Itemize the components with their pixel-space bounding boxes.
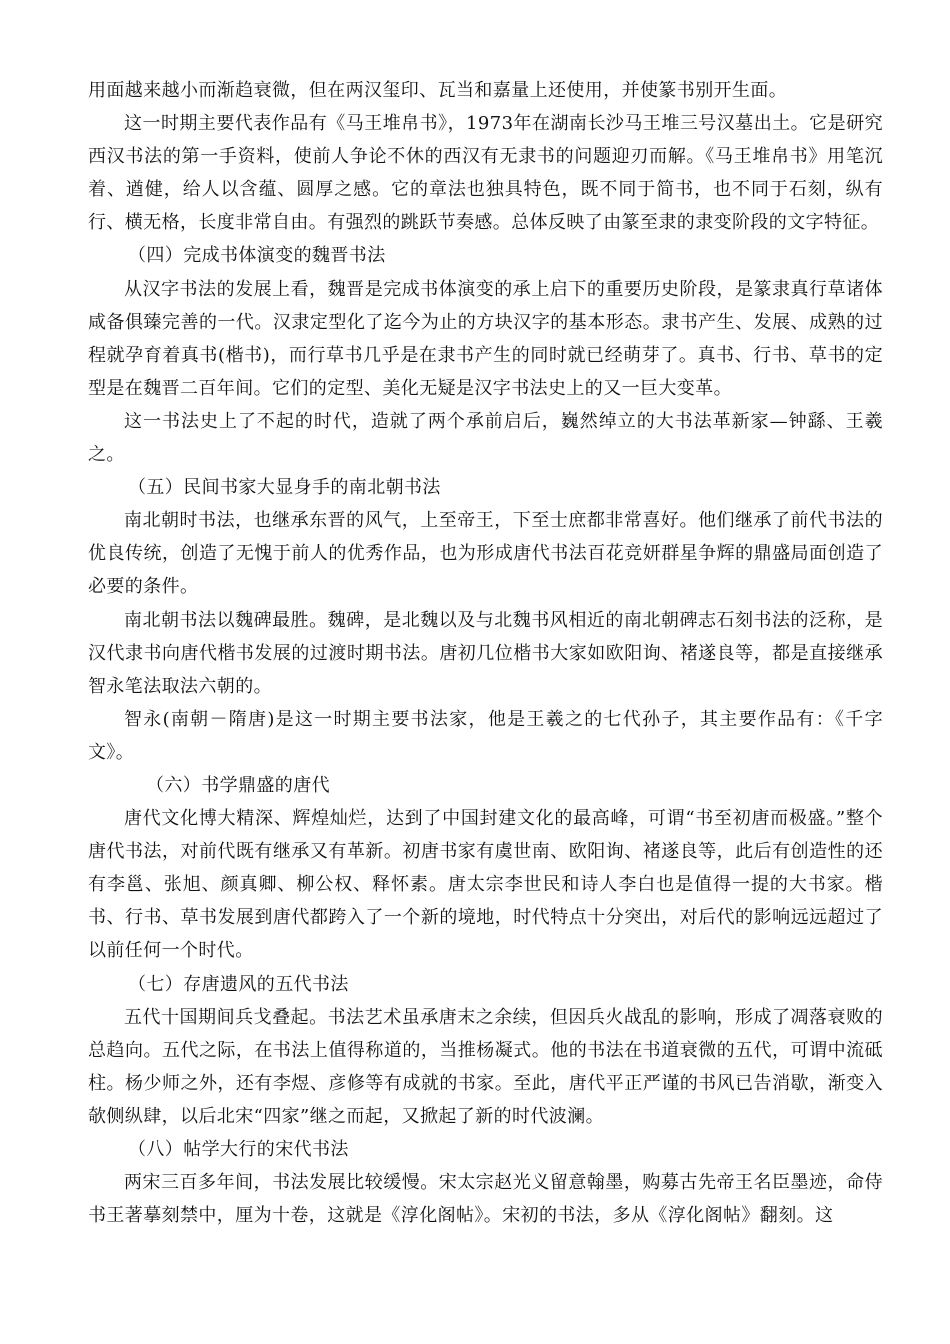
section-heading-8: （八）帖学大行的宋代书法 (128, 1139, 349, 1160)
section-heading-4: （四）完成书体演变的魏晋书法 (128, 245, 386, 267)
paragraph-song: 两宋三百多年间，书法发展比较缓慢。宋太宗赵光义留意翰墨，购募古先帝王名臣墨迹，命侍书王著摹刻禁中，厘为十卷，这就是《淳化阁帖》。宋初的书法，多从《淳化阁帖》翻刻。这 (88, 1172, 883, 1227)
section-heading-6: （六）书学鼎盛的唐代 (146, 774, 330, 796)
paragraph-wudai: 五代十国期间兵戈叠起。书法艺术虽承唐末之余续，但因兵火战乱的影响，形成了凋落衰败的总趋向。五代之际，在书法上值得称道的，当推杨凝式。他的书法在书道衰微的五代，可谓中流砥柱。杨少师之外，还有李煜、彦修等有成就的书家。至此，唐代平正严谨的书风已告消歇，渐变入欹侧纵肆，以后北宋“四家”继之而起，又掀起了新的时代波澜。 (88, 1006, 883, 1127)
section-heading-7: （七）存唐遗风的五代书法 (128, 973, 349, 995)
paragraph-tang: 唐代文化博大精深、辉煌灿烂，达到了中国封建文化的最高峰，可谓“书至初唐而极盛。”整个唐代书法，对前代既有继承又有革新。初唐书家有虞世南、欧阳询、褚遂良等，此后有创造性的还有李邕、张旭、颜真卿、柳公权、释怀素。唐太宗李世民和诗人李白也是值得一提的大书家。楷书、行书、草书发展到唐代都跨入了一个新的境地，时代特点十分突出，对后代的影响远远超过了以前任何一个时代。 (88, 808, 883, 962)
paragraph-mawangdui: 这一时期主要代表作品有《马王堆帛书》，1973年在湖南长沙马王堆三号汉墓出土。它是研究西汉书法的第一手资料，使前人争论不休的西汉有无隶书的问题迎刃而解。《马王堆帛书》用笔沉着、遒健，给人以含蕴、圆厚之感。它的章法也独具特色，既不同于简书，也不同于石刻，纵有行、横无格，长度非常自由。有强烈的跳跃节奏感。总体反映了由篆至隶的隶变阶段的文字特征。 (88, 113, 883, 234)
document-page (88, 74, 883, 1232)
paragraph-nanbeichao-intro: 南北朝时书法，也继承东晋的风气，上至帝王，下至士庶都非常喜好。他们继承了前代书法的优良传统，创造了无愧于前人的优秀作品，也为形成唐代书法百花竞妍群星争辉的鼎盛局面创造了必要的条件。 (88, 510, 883, 598)
paragraph-weijin-masters: 这一书法史上了不起的时代，造就了两个承前启后，巍然绰立的大书法革新家—钟繇、王羲之。 (88, 410, 883, 466)
paragraph-weijin-development: 从汉字书法的发展上看，魏晋是完成书体演变的承上启下的重要历史阶段，是篆隶真行草诸体咸备俱臻完善的一代。汉隶定型化了迄今为止的方块汉字的基本形态。隶书产生、发展、成熟的过程就孕育着真书(楷书)，而行草书几乎是在隶书产生的同时就已经萌芽了。真书、行书、草书的定型是在魏晋二百年间。它们的定型、美化无疑是汉字书法史上的又一巨大变革。 (88, 278, 883, 399)
paragraph-continuation: 用面越来越小而渐趋衰微，但在两汉玺印、瓦当和嘉量上还使用，并使篆书别开生面。 (88, 80, 788, 101)
paragraph-zhiyong: 智永(南朝－隋唐)是这一时期主要书法家，他是王羲之的七代孙子，其主要作品有：《千字文》。 (88, 708, 883, 763)
paragraph-weibei: 南北朝书法以魏碑最胜。魏碑，是北魏以及与北魏书风相近的南北朝碑志石刻书法的泛称，是汉代隶书向唐代楷书发展的过渡时期书法。唐初几位楷书大家如欧阳询、褚遂良等，都是直接继承智永笔法取法六朝的。 (88, 609, 883, 697)
section-heading-5: （五）民间书家大显身手的南北朝书法 (128, 477, 441, 499)
